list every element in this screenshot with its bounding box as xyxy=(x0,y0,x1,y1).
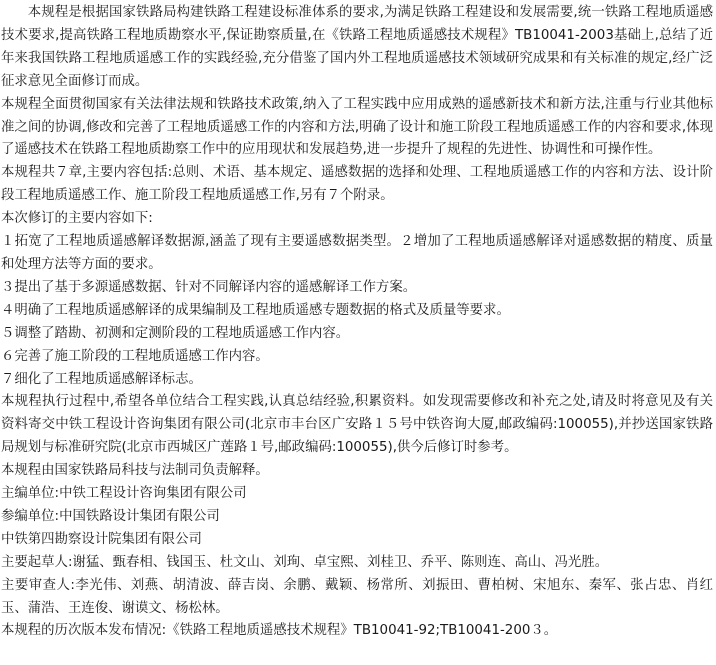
co-editor-unit: 参编单位:中国铁路设计集团有限公司 xyxy=(1,508,220,524)
revision-heading: 本次修订的主要内容如下: xyxy=(1,211,153,227)
feedback-paragraph: 本规程执行过程中,希望各单位结合工程实践,认真总结经验,积累资料。如发现需要修改和补充之处,请及时将意见及有关资料寄交中铁工程设计咨询集团有限公司(北京市丰台区广安路１５号中铁咨询大厦,邮政编码:100055),并抄送国家铁路局规划与标准研究院(北京市西城区广莲路１号,邮政编码:100055),供今后修订时参考。 xyxy=(1,394,713,456)
preface-paragraph-scope: 本规程全面贯彻国家有关法律法规和铁路技术政策,纳入了工程实践中应用成熟的遥感新技术和新方法,注重与行业其他标准之间的协调,修改和完善了工程地质遥感工作的内容和方法,明确了设计和施工阶段工程地质遥感工作的内容和要求,体现了遥感技术在铁路工程地质勘察工作中的应用现状和发展趋势,进一步提升了规程的先进性、协调性和可操作性。 xyxy=(1,96,713,158)
chief-editor-unit: 主编单位:中铁工程设计咨询集团有限公司 xyxy=(1,486,247,502)
document-body xyxy=(1,2,713,643)
revision-item-1-2: １拓宽了工程地质遥感解译数据源,涵盖了现有主要遥感数据类型。２增加了工程地质遥感解译对遥感数据的精度、质量和处理方法等方面的要求。 xyxy=(1,234,713,272)
revision-item-7: ７细化了工程地质遥感解译标志。 xyxy=(1,371,202,387)
preface-paragraph-basis: 本规程是根据国家铁路局构建铁路工程建设标准体系的要求,为满足铁路工程建设和发展需要,统一铁路工程地质遥感技术要求,提高铁路工程地质勘察水平,保证勘察质量,在《铁路工程地质遥感技术规程》TB10041-2003基础上,总结了近年来我国铁路工程地质遥感工作的实践经验,充分借鉴了国内外工程地质遥感技术领域研究成果和有关标准的规定,经广泛征求意见全面修订而成。 xyxy=(1,5,713,89)
revision-item-5: ５调整了踏勘、初测和定测阶段的工程地质遥感工作内容。 xyxy=(1,325,350,341)
revision-item-6: ６完善了施工阶段的工程地质遥感工作内容。 xyxy=(1,348,269,364)
version-history: 本规程的历次版本发布情况:《铁路工程地质遥感技术规程》TB10041-92;TB10041-200３。 xyxy=(1,623,558,639)
interpretation-paragraph: 本规程由国家铁路局科技与法制司负责解释。 xyxy=(1,463,269,479)
revision-item-3: ３提出了基于多源遥感数据、针对不同解译内容的遥感解译工作方案。 xyxy=(1,279,417,295)
revision-item-4: ４明确了工程地质遥感解译的成果编制及工程地质遥感专题数据的格式及质量等要求。 xyxy=(1,302,510,318)
preface-paragraph-chapters: 本规程共７章,主要内容包括:总则、术语、基本规定、遥感数据的选择和处理、工程地质遥感工作的内容和方法、设计阶段工程地质遥感工作、施工阶段工程地质遥感工作,另有７个附录。 xyxy=(1,165,713,204)
co-editor-unit-2: 中铁第四勘察设计院集团有限公司 xyxy=(1,531,202,547)
main-drafters: 主要起草人:谢猛、甄春相、钱国玉、杜文山、刘珣、卓宝熙、刘桂卫、乔平、陈则连、高山、冯光胜。 xyxy=(1,554,609,570)
main-reviewers: 主要审查人:李光伟、刘燕、胡清波、薛吉岗、余鹏、戴颖、杨常所、刘振田、曹柏树、宋旭东、秦军、张占忠、肖红玉、蒲浩、王连俊、谢谟文、杨松林。 xyxy=(1,577,713,616)
